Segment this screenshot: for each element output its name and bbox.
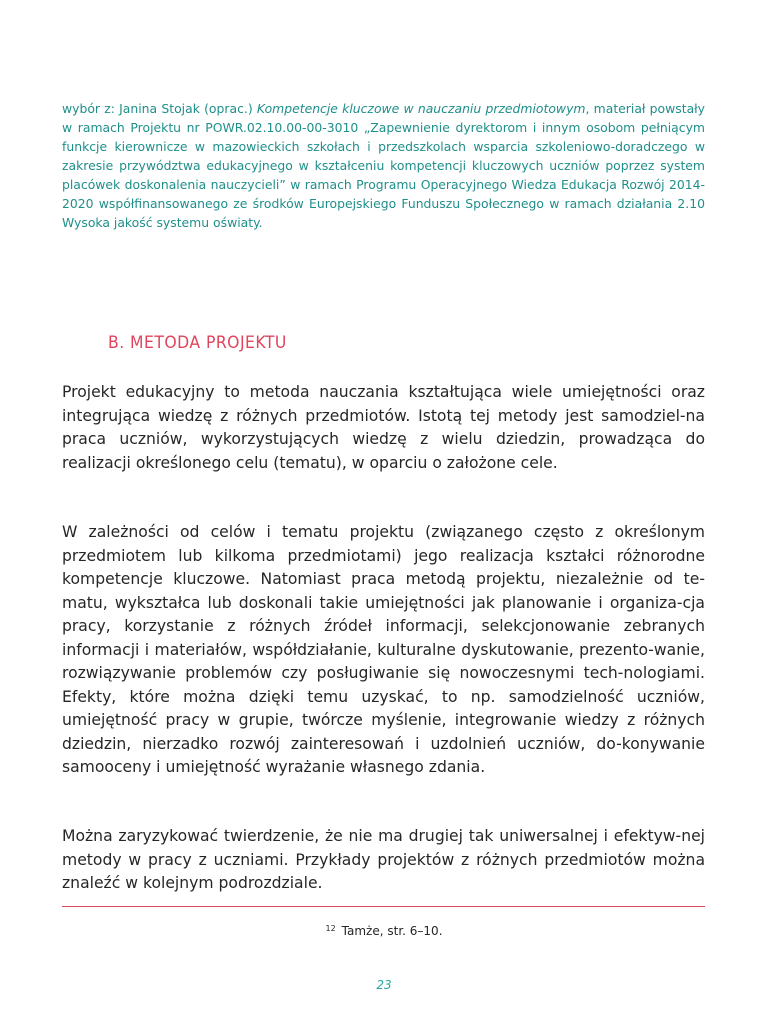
page-number: 23 <box>376 978 392 992</box>
footnote-divider <box>62 906 705 907</box>
source-note <box>62 99 705 232</box>
source-note-prefix: wybór z: Janina Stojak (oprac.) <box>62 101 257 116</box>
paragraph-1: Projekt edukacyjny to metoda nauczania kształtująca wiele umiejętności oraz integrująca wiedzę z różnych przedmiotów. Istotą tej metody jest samodziel-na praca uczniów, wykorzystujących wiedzę z wielu dziedzin, prowadząca do realizacji określonego celu (tematu), w oparciu o założone cele. <box>62 383 705 472</box>
paragraph-3: Można zaryzykować twierdzenie, że nie ma drugiej tak uniwersalnej i efektyw-nej metody w pracy z uczniami. Przykłady projektów z różnych przedmiotów można znaleźć w kolejnym podrozdziale. <box>62 827 705 892</box>
section-heading: B. METODA PROJEKTU <box>108 333 287 353</box>
source-note-title: Kompetencje kluczowe w nauczaniu przedmiotowym <box>256 101 586 116</box>
footnote-text: Tamże, str. 6–10. <box>341 924 443 938</box>
source-note-suffix: , materiał powstały w ramach Projektu nr POWR.02.10.00-00-3010 „Zapewnienie dyrektorom i innym osobom pełniącym funkcje kierownicze w mazowieckich szkołach i przedszkolach wsparcia szkoleniowo-doradczego w zakresie przywództwa edukacyjnego w kształceniu kompetencji kluczowych uczniów poprzez system placówek doskonalenia nauczycieli” w ramach Programu Operacyjnego Wiedza Edukacja Rozwój 2014-2020 współfinansowanego ze środków Europejskiego Funduszu Społecznego w ramach działania 2.10 Wysoka jakość systemu oświaty. <box>62 101 706 230</box>
paragraph-2: W zależności od celów i tematu projektu (związanego często z określonym przedmiotem lub kilkoma przedmiotami) jego realizacja kształci różnorodne kompetencje kluczowe. Natomiast praca metodą projektu, niezależnie od te-matu, wykształca lub doskonali takie umiejętności jak planowanie i organiza-cja pracy, korzystanie z różnych źródeł informacji, selekcjonowanie zebranych informacji i materiałów, współdziałanie, kulturalne dyskutowanie, prezento-wanie, rozwiązywanie problemów czy posługiwanie się nowoczesnymi tech-nologiami. Efekty, które można dzięki temu uzyskać, to np. samodzielność uczniów, umiejętność pracy w grupie, twórcze myślenie, integrowanie wiedzy z różnych dziedzin, nierzadko rozwój zainteresowań i uzdolnień uczniów, do-konywanie samooceny i umiejętność wyrażanie własnego zdania. <box>62 523 705 776</box>
footnote-number: 12 <box>325 924 336 933</box>
footnote <box>0 924 768 938</box>
